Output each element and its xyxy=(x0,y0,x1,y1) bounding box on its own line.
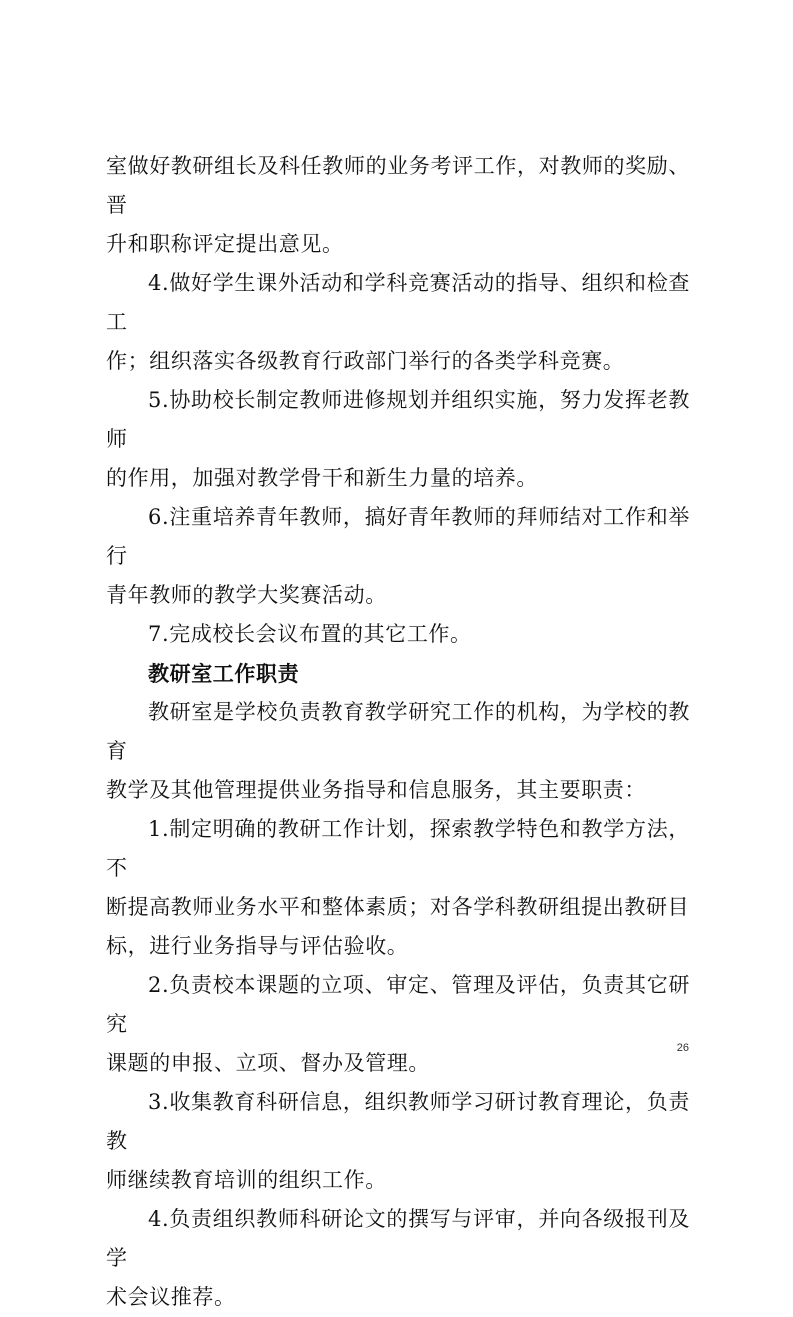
text-line: 5.协助校长制定教师进修规划并组织实施，努力发挥老教师 xyxy=(106,388,690,451)
document-body xyxy=(106,147,690,1317)
text-line: 青年教师的教学大奖赛活动。 xyxy=(106,583,387,607)
text-line: 作；组织落实各级教育行政部门举行的各类学科竞赛。 xyxy=(106,349,625,373)
text-line: 6.注重培养青年教师，搞好青年教师的拜师结对工作和举行 xyxy=(106,505,690,568)
paragraph-duty-2-projects xyxy=(106,966,690,1083)
text-line: 3.收集教育科研信息，组织教师学习研讨教育理论，负责教 xyxy=(106,1090,690,1153)
text-line: 术会议推荐。 xyxy=(106,1285,236,1309)
text-line: 师继续教育培训的组织工作。 xyxy=(106,1168,387,1192)
text-line: 的作用，加强对教学骨干和新生力量的培养。 xyxy=(106,466,538,490)
text-line: 断提高教师业务水平和整体素质；对各学科教研组提出教研目 xyxy=(106,895,690,919)
text-line: 升和职称评定提出意见。 xyxy=(106,232,344,256)
text-line: 2.负责校本课题的立项、审定、管理及评估，负责其它研究 xyxy=(106,973,690,1036)
paragraph-continued-evaluation xyxy=(106,147,690,264)
paragraph-intro-duties xyxy=(106,693,690,810)
text-line: 4.负责组织教师科研论文的撰写与评审，并向各级报刊及学 xyxy=(106,1207,690,1270)
heading-text: 教研室工作职责 xyxy=(148,661,300,686)
paragraph-duty-3-information xyxy=(106,1083,690,1200)
text-line: 1.制定明确的教研工作计划，探索教学特色和教学方法，不 xyxy=(106,817,690,880)
text-line: 室做好教研组长及科任教师的业务考评工作，对教师的奖励、晋 xyxy=(106,154,690,217)
text-line: 教研室是学校负责教育教学研究工作的机构，为学校的教育 xyxy=(106,700,690,763)
section-heading xyxy=(106,654,690,693)
paragraph-duty-1-plan xyxy=(106,810,690,966)
text-line: 7.完成校长会议布置的其它工作。 xyxy=(148,622,472,646)
paragraph-item-7-other-work xyxy=(106,615,690,654)
page-number: 26 xyxy=(676,1042,689,1054)
paragraph-duty-4-papers xyxy=(106,1200,690,1317)
paragraph-item-6-young-teachers xyxy=(106,498,690,615)
paragraph-item-5-training xyxy=(106,381,690,498)
text-line: 课题的申报、立项、督办及管理。 xyxy=(106,1051,430,1075)
text-line: 教学及其他管理提供业务指导和信息服务，其主要职责： xyxy=(106,778,646,802)
text-line: 标，进行业务指导与评估验收。 xyxy=(106,934,409,958)
paragraph-item-4-activities xyxy=(106,264,690,381)
text-line: 4.做好学生课外活动和学科竞赛活动的指导、组织和检查工 xyxy=(106,271,690,334)
